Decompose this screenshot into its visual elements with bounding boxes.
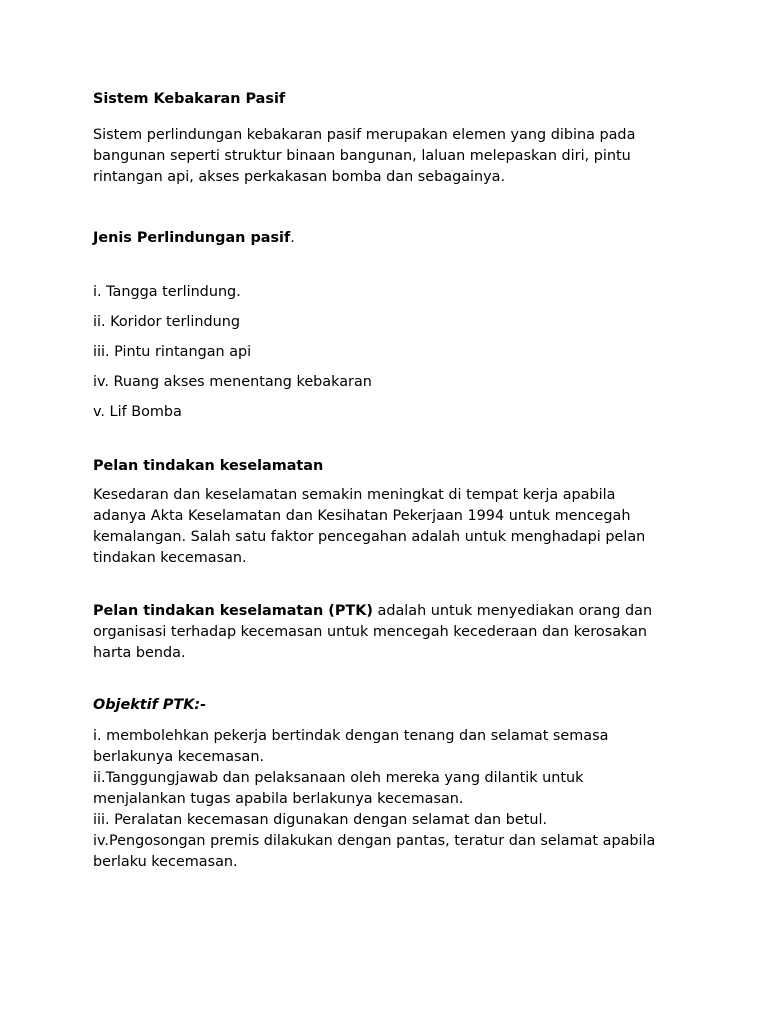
paragraph-line: [93, 601, 713, 622]
objective-line: berlaku kecemasan.: [93, 854, 238, 870]
list-item: iv. Ruang akses menentang kebakaran: [93, 374, 372, 390]
paragraph-line: adanya Akta Keselamatan dan Kesihatan Pekerjaan 1994 untuk mencegah: [93, 508, 631, 524]
objective-line: berlakunya kecemasan.: [93, 749, 265, 765]
paragraph-line: tindakan kecemasan.: [93, 550, 247, 566]
objectives-heading: Objektif PTK:-: [93, 697, 207, 713]
list-item: i. Tangga terlindung.: [93, 284, 241, 300]
paragraph-line: rintangan api, akses perkakasan bomba dan sebagainya.: [93, 169, 506, 185]
list-item: ii. Koridor terlindung: [93, 314, 241, 330]
paragraph-line: bangunan seperti struktur binaan bangunan, laluan melepaskan diri, pintu: [93, 148, 631, 164]
ptk-term: Pelan tindakan keselamatan (PTK): [93, 603, 373, 619]
paragraph-line: organisasi terhadap kecemasan untuk mencegah kecederaan dan kerosakan: [93, 624, 648, 640]
objective-line: iii. Peralatan kecemasan digunakan dengan selamat dan betul.: [93, 812, 548, 828]
paragraph-line: Sistem perlindungan kebakaran pasif merupakan elemen yang dibina pada: [93, 127, 636, 143]
passive-protection-heading: [93, 228, 713, 249]
ptk-definition-paragraph: [93, 601, 713, 664]
paragraph-line: harta benda.: [93, 645, 186, 661]
objective-line: i. membolehkan pekerja bertindak dengan tenang dan selamat semasa: [93, 728, 609, 744]
list-item: iii. Pintu rintangan api: [93, 344, 252, 360]
safety-awareness-paragraph: [93, 485, 713, 569]
passive-fire-paragraph: [93, 125, 713, 188]
objective-line: menjalankan tugas apabila berlakunya kecemasan.: [93, 791, 464, 807]
paragraph-line: Kesedaran dan keselamatan semakin meningkat di tempat kerja apabila: [93, 487, 616, 503]
heading-text: Jenis Perlindungan pasif: [93, 230, 291, 246]
objectives-list: [93, 726, 713, 873]
list-item: v. Lif Bomba: [93, 404, 182, 420]
section-title-safety-action-plan: Pelan tindakan keselamatan: [93, 458, 324, 474]
ptk-definition-start: adalah untuk menyediakan orang dan: [372, 603, 653, 619]
paragraph-line: kemalangan. Salah satu faktor pencegahan adalah untuk menghadapi pelan: [93, 529, 646, 545]
heading-suffix: .: [290, 230, 295, 246]
objective-line: iv.Pengosongan premis dilakukan dengan pantas, teratur dan selamat apabila: [93, 833, 656, 849]
section-title-passive-fire-system: Sistem Kebakaran Pasif: [93, 91, 286, 107]
objective-line: ii.Tanggungjawab dan pelaksanaan oleh mereka yang dilantik untuk: [93, 770, 584, 786]
